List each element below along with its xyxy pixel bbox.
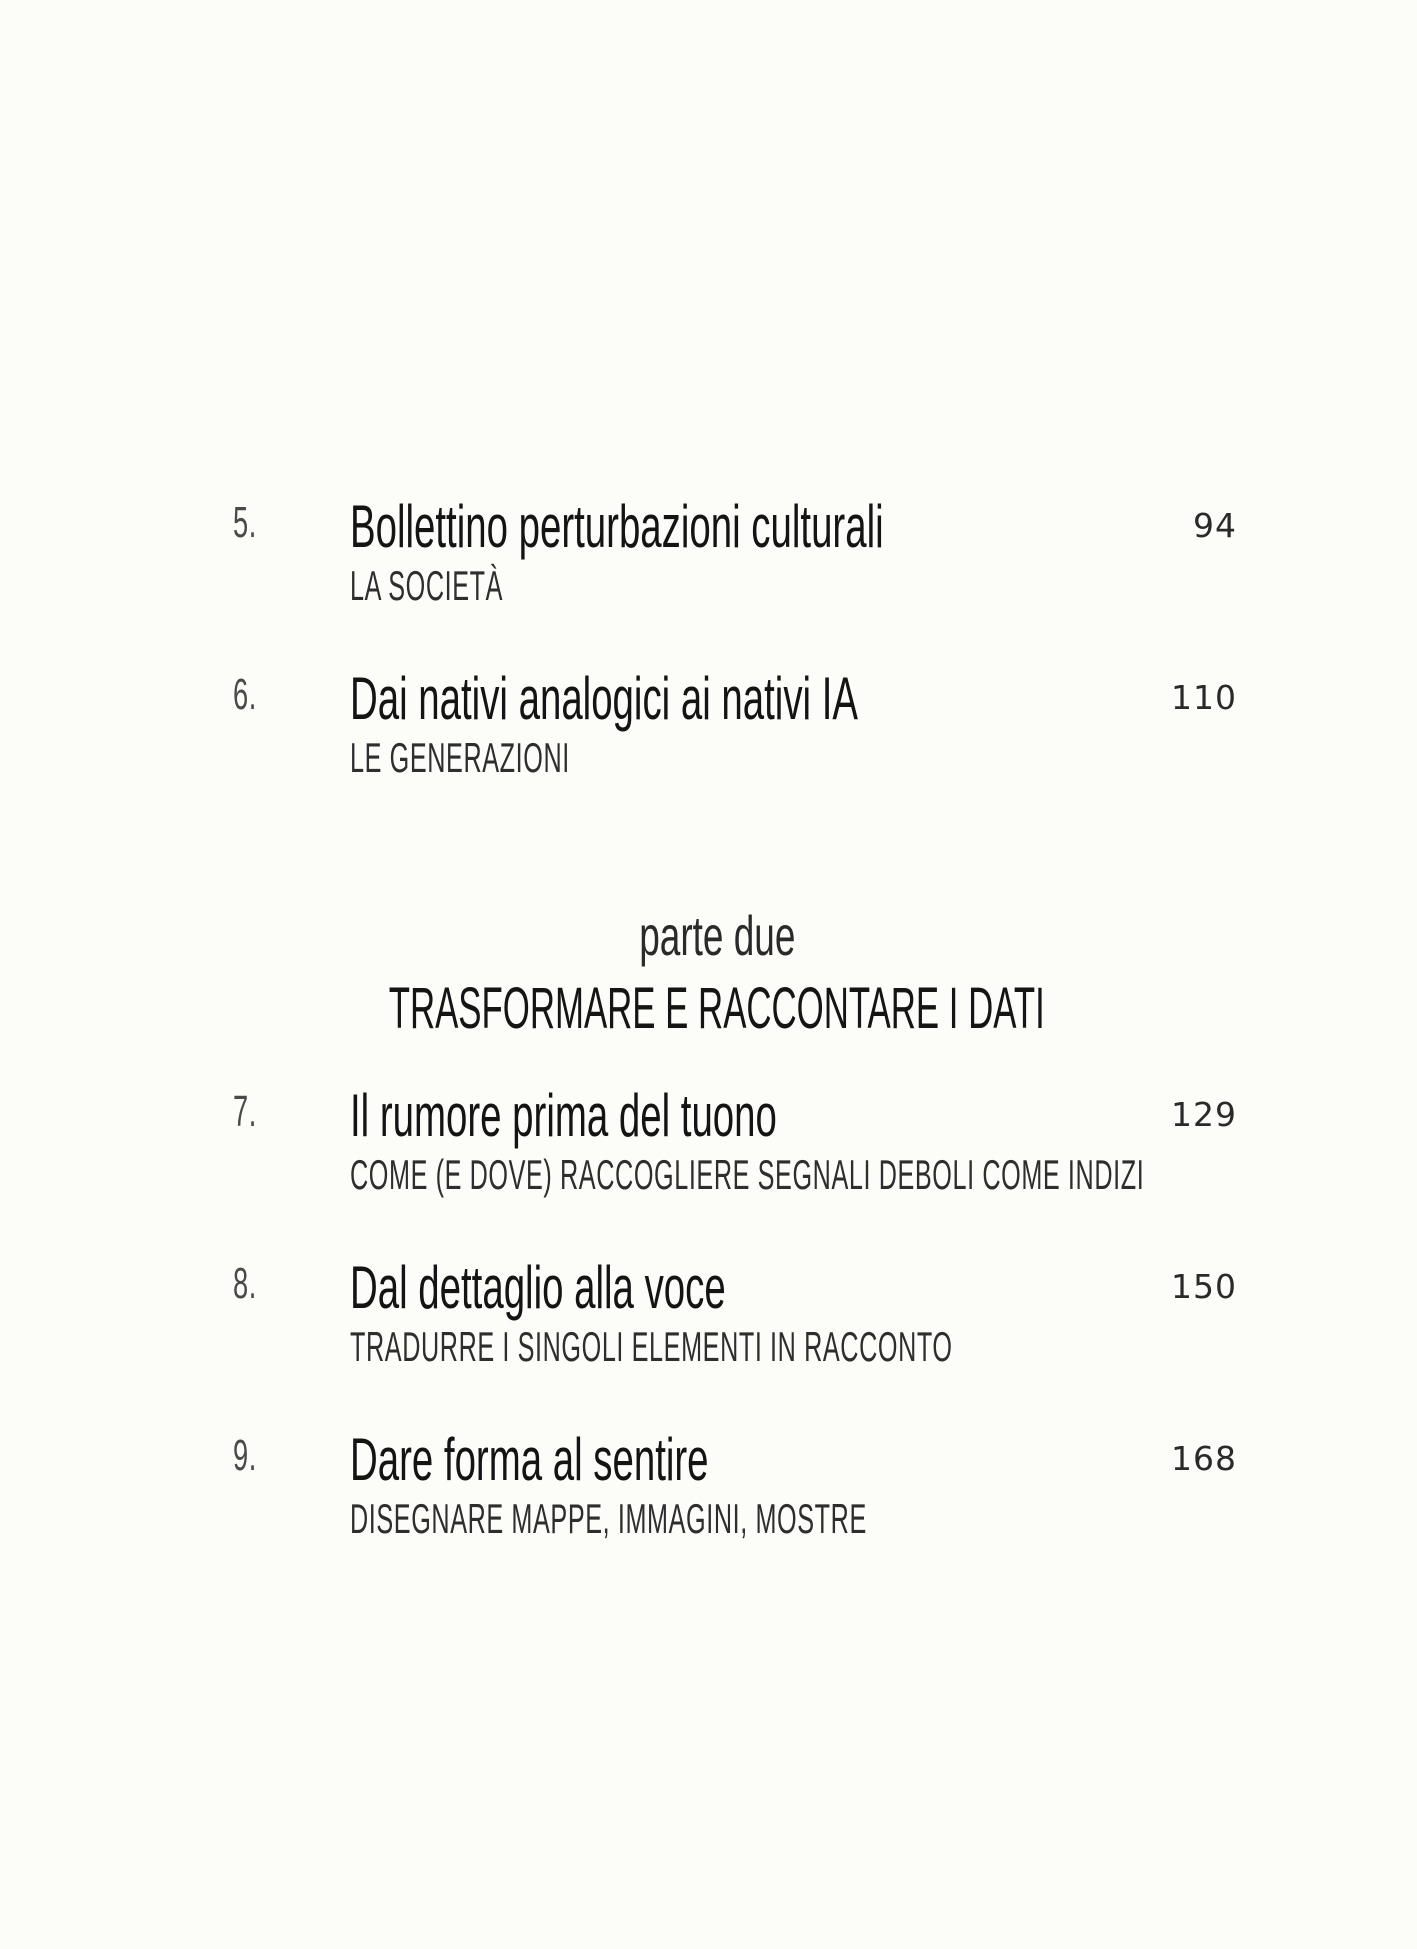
chapter-subtitle: LA SOCIETÀ	[350, 562, 504, 609]
page-number: 150	[1171, 1267, 1237, 1306]
chapter-title: Dal dettaglio alla voce	[350, 1254, 726, 1321]
part-title: TRASFORMARE E RACCONTARE I DATI	[388, 976, 1046, 1041]
chapter-number: 6.	[233, 670, 257, 719]
chapter-subtitle: TRADURRE I SINGOLI ELEMENTI IN RACCONTO	[350, 1323, 953, 1370]
chapter-number: 9.	[233, 1431, 257, 1480]
chapter-subtitle: LE GENERAZIONI	[350, 734, 570, 781]
page-number: 110	[1171, 678, 1237, 717]
page-number: 94	[1193, 506, 1237, 545]
page-number: 168	[1171, 1439, 1237, 1478]
chapter-title: Dai nativi analogici ai nativi IA	[350, 665, 858, 732]
chapter-subtitle: COME (E DOVE) RACCOGLIERE SEGNALI DEBOLI COME INDIZI	[350, 1151, 1145, 1198]
chapter-title: Bollettino perturbazioni culturali	[350, 493, 884, 560]
page-number: 129	[1171, 1095, 1237, 1134]
chapter-number: 5.	[233, 498, 257, 547]
chapter-number: 7.	[233, 1087, 257, 1136]
chapter-number: 8.	[233, 1259, 257, 1308]
chapter-subtitle: DISEGNARE MAPPE, IMMAGINI, MOSTRE	[350, 1495, 867, 1542]
chapter-title: Il rumore prima del tuono	[350, 1082, 777, 1149]
chapter-title: Dare forma al sentire	[350, 1426, 709, 1493]
part-label: parte due	[638, 904, 796, 967]
